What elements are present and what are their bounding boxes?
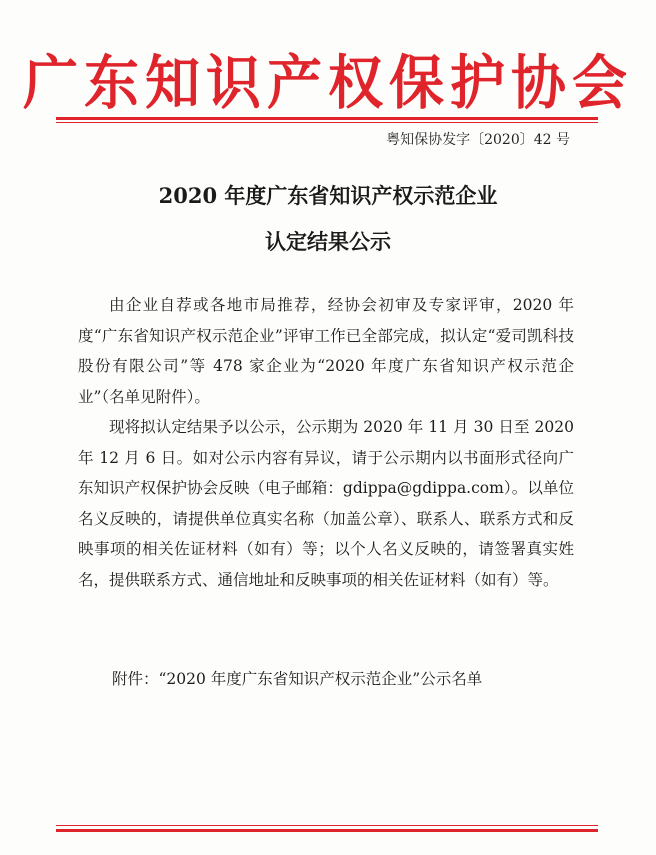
letterhead-org-name: 广东知识产权保护协会 (22, 48, 633, 117)
letterhead-red-rule-thick (56, 117, 598, 120)
document-body (78, 290, 574, 595)
footer-red-rule-thick (56, 829, 598, 832)
footer-red-rule-thin (56, 825, 598, 826)
letterhead-red-rule-thin (56, 122, 598, 123)
attachment-note: 附件：“2020 年度广东省知识产权示范企业”公示名单 (112, 670, 483, 688)
document-number: 粤知保协发字〔2020〕42 号 (386, 132, 570, 148)
body-paragraph-2: 现将拟认定结果予以公示，公示期为 2020 年 11 月 30 日至 2020 年 12 月 6 日。如对公示内容有异议，请于公示期内以书面形式径向广东知识产权保护协会反映（电子邮箱：gdippa@gdippa.com）。以单位名义反映的，请提供单位真实名称（加盖公章）、联系人、联系方式和反映事项的相关佐证材料（如有）等；以个人名义反映的，请签署真实姓名，提供联系方式、通信地址和反映事项的相关佐证材料（如有）等。 (78, 418, 574, 589)
document-title-line-2: 认定结果公示 (265, 229, 391, 254)
body-paragraph-1: 由企业自荐或各地市局推荐，经协会初审及专家评审，2020 年度“广东省知识产权示范企业”评审工作已全部完成，拟认定“爱司凯科技股份有限公司”等 478 家企业为“2020 年度广东省知识产权示范企业”（名单见附件）。 (78, 296, 574, 406)
document-title-line-1: 2020 年度广东省知识产权示范企业 (158, 183, 498, 208)
